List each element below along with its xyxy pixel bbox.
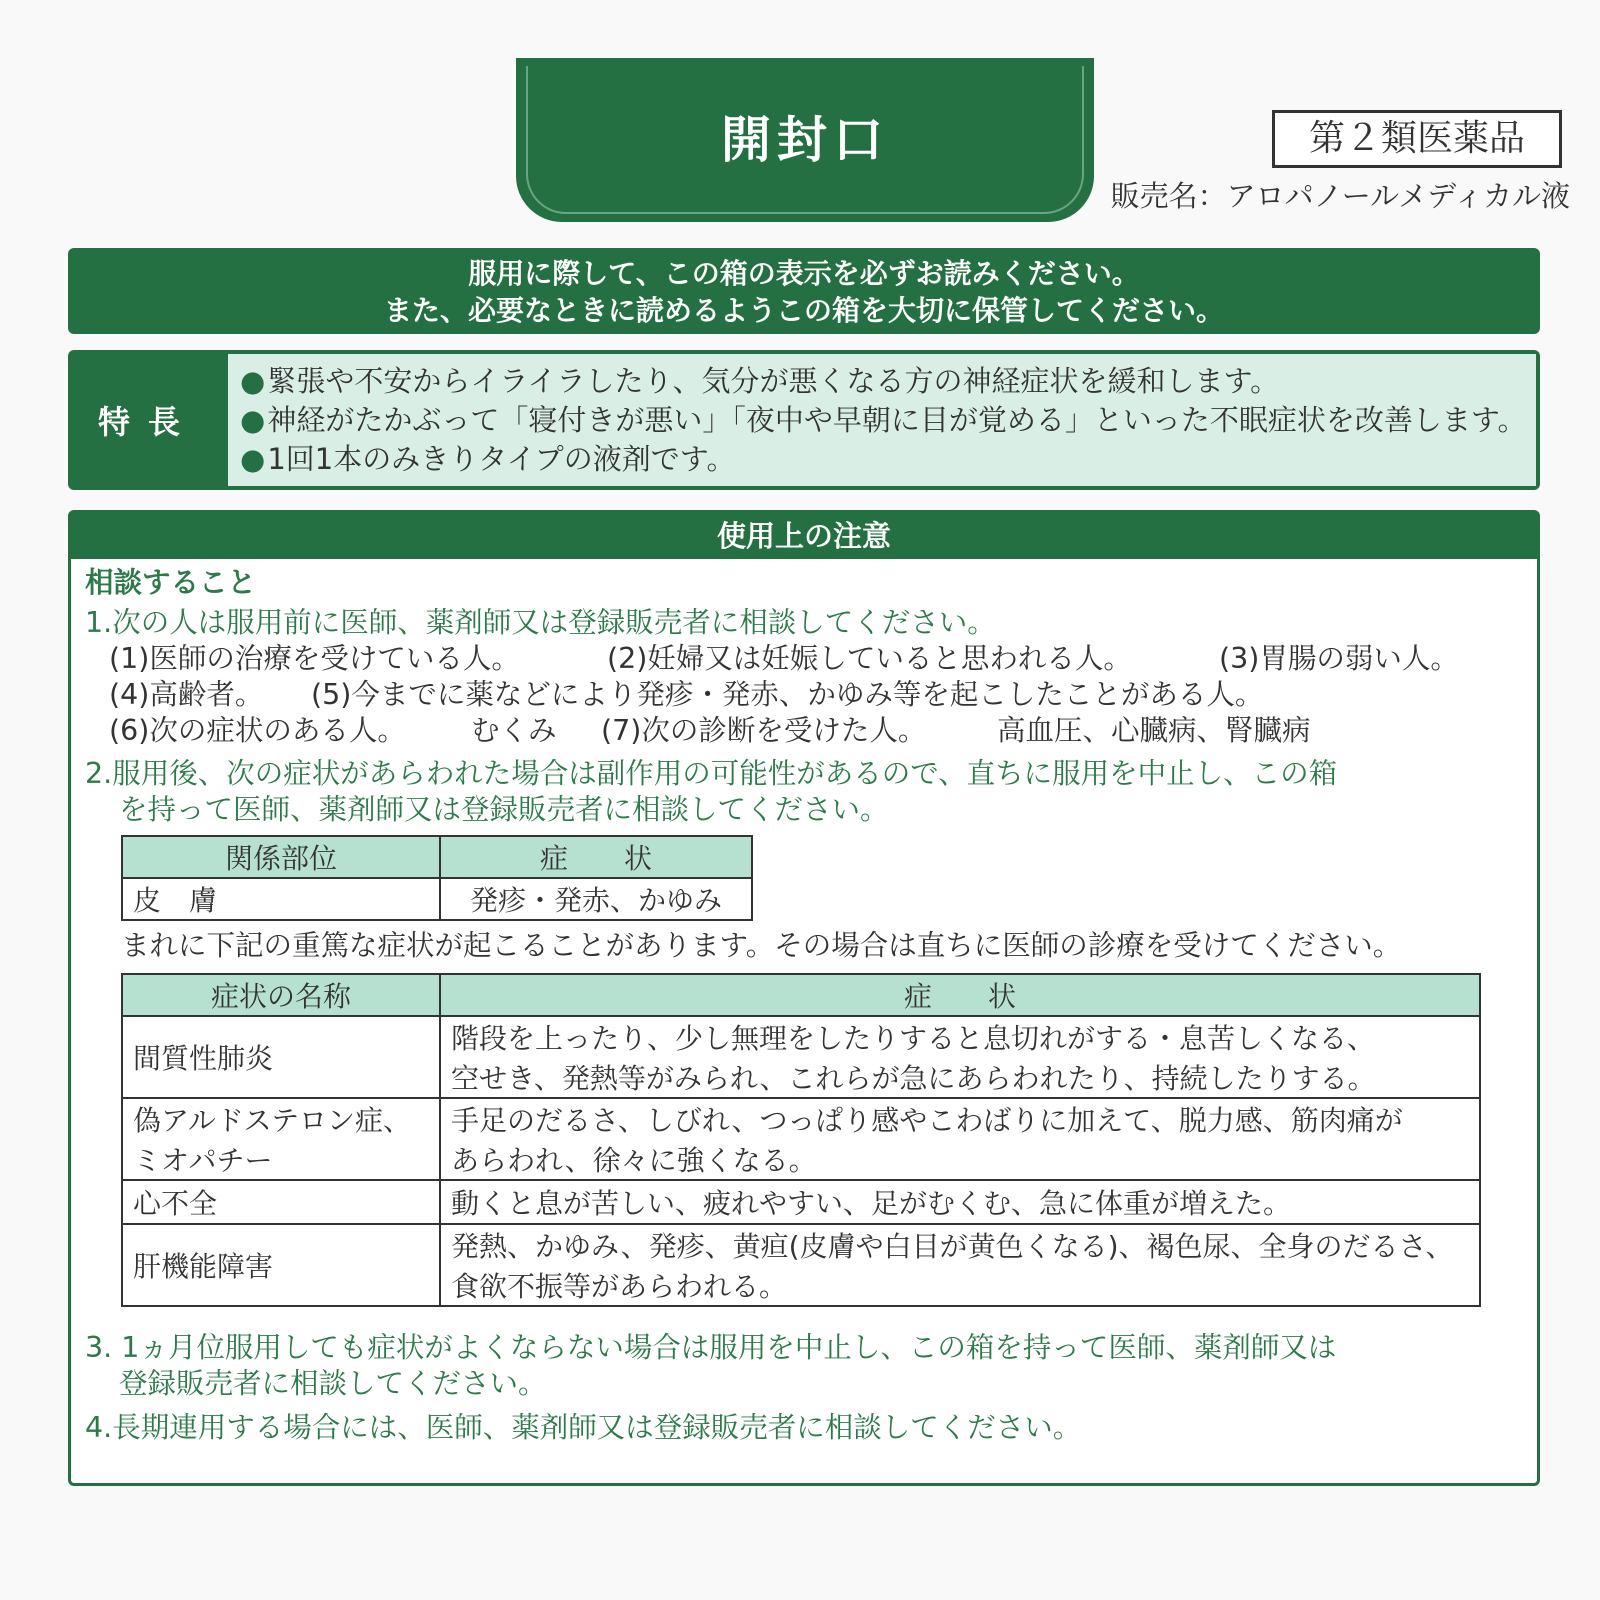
table-cell-symptom: 発疹・発赤、かゆみ <box>440 878 752 920</box>
side-effects-table <box>121 835 753 921</box>
item1-sub5: (5)今までに薬などにより発疹・発赤、かゆみ等を起こしたことがある人。 <box>311 678 1264 711</box>
bullet-icon: ● <box>240 403 266 437</box>
table-header-symptom: 症 状 <box>440 836 752 878</box>
item1-title: 1.次の人は服用前に医師、薬剤師又は登録販売者に相談してください。 <box>85 606 996 639</box>
symptom-detail: 手足のだるさ、しびれ、つっぱり感やこわばりに加えて、脱力感、筋肉痛が あらわれ、徐々に強くなる。 <box>440 1098 1480 1180</box>
features-list <box>228 354 1536 486</box>
table-row <box>122 1016 1480 1098</box>
item1-sub6-detail: むくみ <box>471 714 557 747</box>
table-row <box>122 1180 1480 1224</box>
item2-line2: を持って医師、薬剤師又は登録販売者に相談してください。 <box>119 793 889 826</box>
item4: 4.長期連用する場合には、医師、薬剤師又は登録販売者に相談してください。 <box>85 1411 1082 1444</box>
serious-symptoms-table <box>121 973 1481 1307</box>
features-section <box>68 350 1540 490</box>
symptom-detail: 動くと息が苦しい、疲れやすい、足がむくむ、急に体重が増えた。 <box>440 1180 1480 1224</box>
precautions-title: 使用上の注意 <box>71 513 1537 559</box>
table-header-symptom: 症 状 <box>440 974 1480 1016</box>
symptom-name: 間質性肺炎 <box>122 1016 440 1098</box>
symptom-name: 偽アルドステロン症、 ミオパチー <box>122 1098 440 1180</box>
symptom-detail: 発熱、かゆみ、発疹、黄疸(皮膚や白目が黄色くなる)、褐色尿、全身のだるさ、 食欲不振等があらわれる。 <box>440 1224 1480 1306</box>
sales-name: 販売名：アロパノールメディカル液 <box>1110 179 1570 213</box>
symptom-name: 肝機能障害 <box>122 1224 440 1306</box>
item1-sub6: (6)次の症状のある人。 <box>109 714 406 747</box>
notice-line-1: 服用に際して、この箱の表示を必ずお読みください。 <box>468 257 1140 290</box>
table-header-part: 関係部位 <box>122 836 440 878</box>
table-cell-part: 皮 膚 <box>122 878 440 920</box>
notice-line-2: また、必要なときに読めるようこの箱を大切に保管してください。 <box>383 294 1224 327</box>
item3-line2: 登録販売者に相談してください。 <box>119 1367 547 1400</box>
consult-heading: 相談すること <box>85 566 257 599</box>
features-label: 特長 <box>97 403 198 441</box>
item3-line1: 3. 1ヵ月位服用しても症状がよくならない場合は服用を中止し、この箱を持って医師、薬剤師又は <box>85 1331 1337 1364</box>
table-row <box>122 1224 1480 1306</box>
table-header-name: 症状の名称 <box>122 974 440 1016</box>
symptom-name: 心不全 <box>122 1180 440 1224</box>
precautions-section <box>68 510 1540 1486</box>
item1-sub7-detail: 高血圧、心臓病、腎臓病 <box>997 714 1311 747</box>
table-row <box>122 1098 1480 1180</box>
item1-sub3: (3)胃腸の弱い人。 <box>1219 642 1459 675</box>
item1-sub1: (1)医師の治療を受けている人。 <box>109 642 520 675</box>
opening-tab[interactable] <box>516 58 1094 222</box>
bullet-icon: ● <box>240 442 266 476</box>
feature-item: ●1回1本のみきりタイプの液剤です。 <box>240 442 736 476</box>
rare-note: まれに下記の重篤な症状が起こることがあります。その場合は直ちに医師の診療を受けてください。 <box>121 929 1402 962</box>
item1-sub7: (7)次の診断を受けた人。 <box>601 714 927 747</box>
symptom-detail: 階段を上ったり、少し無理をしたりすると息切れがする・息苦しくなる、 空せき、発熱等がみられ、これらが急にあらわれたり、持続したりする。 <box>440 1016 1480 1098</box>
feature-item: ●神経がたかぶって「寝付きが悪い」「夜中や早朝に目が覚める」といった不眠症状を改善します。 <box>240 403 1527 437</box>
item1-sub4: (4)高齢者。 <box>109 678 264 711</box>
feature-item: ●緊張や不安からイライラしたり、気分が悪くなる方の神経症状を緩和します。 <box>240 364 1280 398</box>
item1-sub2: (2)妊婦又は妊娠していると思われる人。 <box>607 642 1132 675</box>
bullet-icon: ● <box>240 364 266 398</box>
opening-tab-label: 開封口 <box>721 111 889 169</box>
category-badge: 第２類医薬品 <box>1272 110 1562 168</box>
item2-line1: 2.服用後、次の症状があらわれた場合は副作用の可能性があるので、直ちに服用を中止し、この箱 <box>85 757 1338 790</box>
notice-banner <box>68 248 1540 334</box>
